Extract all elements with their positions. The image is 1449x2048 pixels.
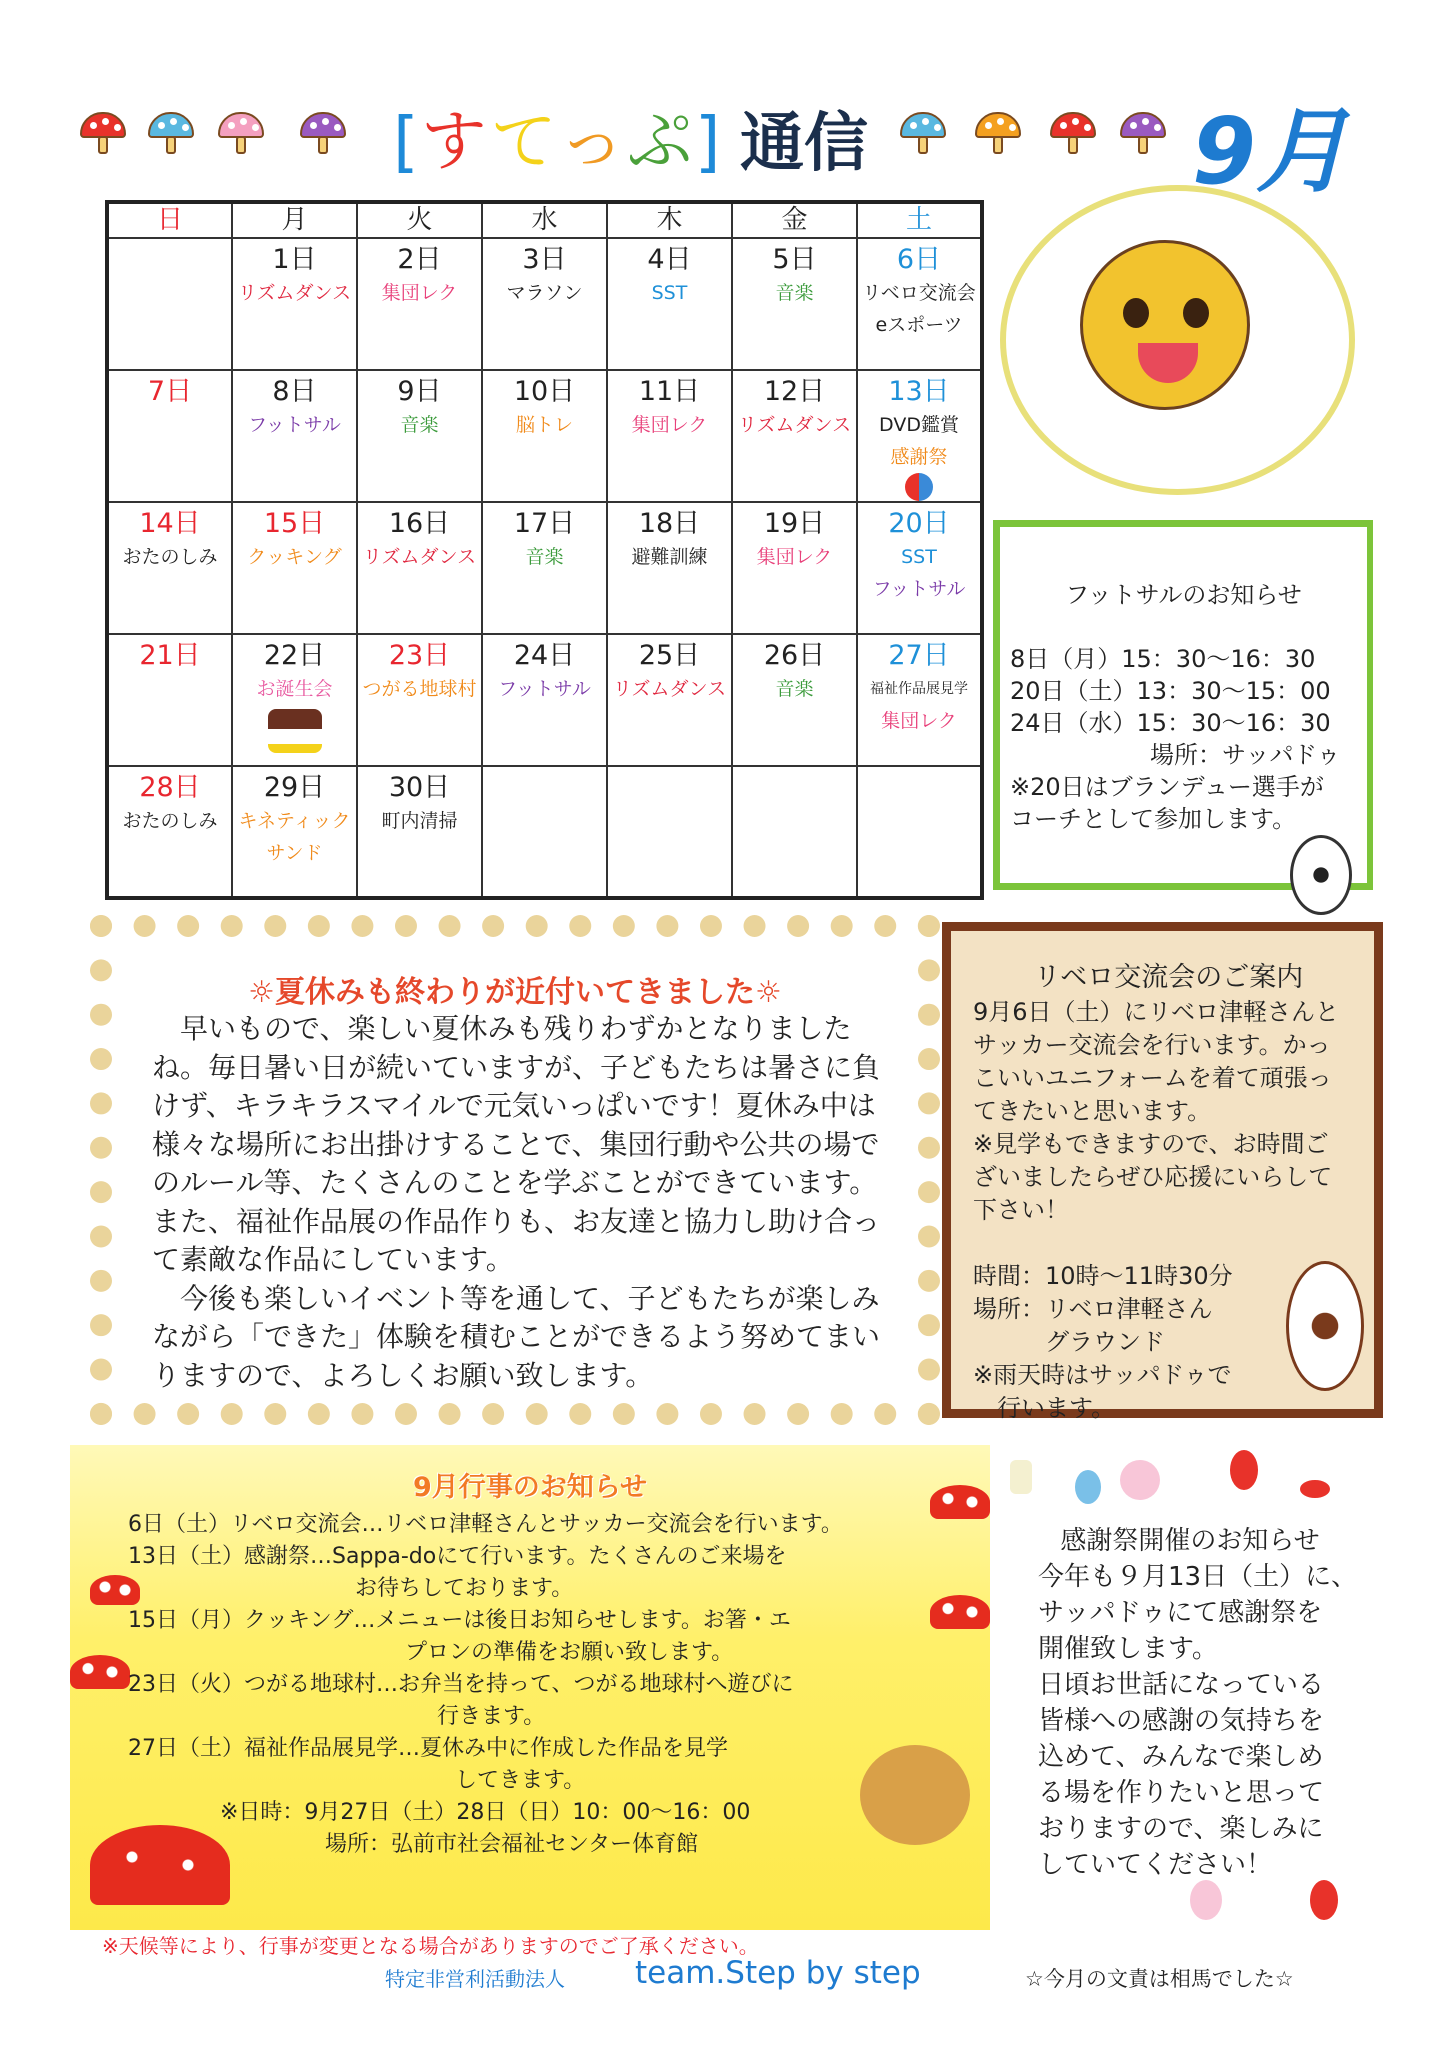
mushroom-icon (900, 112, 946, 156)
day-event: フットサル (248, 414, 341, 436)
kanshasai-line: 今年も９月13日（土）に、 (1038, 1562, 1358, 1592)
appreciation-festival-box (1000, 1520, 1380, 1883)
calendar-empty-cell (482, 766, 607, 898)
day-event: リズムダンス (737, 414, 852, 436)
day-number: 13日 (888, 376, 950, 407)
weekday-header: 土 (857, 202, 982, 238)
event-line: してきます。 (455, 1768, 586, 1793)
day-number: 18日 (638, 508, 701, 539)
water-balloon-icon (1075, 1470, 1101, 1504)
calendar-week-row (107, 238, 982, 370)
dog-illustration (1080, 240, 1250, 410)
calendar-day-cell (357, 766, 482, 898)
futsal-line: 24日（水）15：30～16：30 (1010, 709, 1331, 737)
libero-line: ※見学もできますので、お時間ご (973, 1130, 1329, 1158)
libero-line: 時間：10時～11時30分 (973, 1262, 1233, 1290)
calendar (105, 200, 984, 900)
day-number: 6日 (896, 244, 942, 275)
day-event: つがる地球村 (362, 678, 477, 700)
day-event: クッキング (247, 546, 342, 568)
day-number: 21日 (139, 640, 201, 671)
calendar-day-cell (857, 370, 982, 502)
event-datetime: ※日時：9月27日（土）28日（日）10：00～16：00 (220, 1800, 751, 1825)
weekday-header: 水 (482, 202, 607, 238)
day-number: 17日 (513, 508, 576, 539)
weekday-header: 月 (232, 202, 357, 238)
libero-exchange-box (942, 922, 1383, 1422)
libero-line: ざいましたらぜひ応援にいらして (973, 1163, 1333, 1191)
calendar-day-cell (607, 634, 732, 766)
mushroom-icon (90, 1575, 140, 1605)
calendar-day-cell (232, 766, 357, 898)
summer-title: ☼夏休みも終わりが近付いてきました☼ (248, 975, 782, 1010)
title-char: て (490, 103, 559, 180)
calendar-week-row (107, 370, 982, 502)
calendar-empty-cell (607, 766, 732, 898)
event-line: 13日（土）感謝祭…Sappa-doにて行います。たくさんのご来場を (128, 1544, 787, 1569)
kanshasai-line: していてください！ (1038, 1850, 1273, 1880)
kanshasai-line: る場を作りたいと思って (1038, 1778, 1325, 1808)
day-event: eスポーツ (875, 314, 963, 336)
title-char: ぷ (626, 103, 695, 180)
calendar-day-cell (607, 238, 732, 370)
day-number: 14日 (139, 508, 201, 539)
libero-line: ※雨天時はサッパドゥで (973, 1361, 1232, 1389)
day-number: 23日 (388, 640, 451, 671)
title-char: っ (558, 103, 627, 180)
event-line: 行きます。 (437, 1704, 546, 1729)
mushroom-icon (80, 112, 126, 156)
libero-line (973, 1227, 1364, 1260)
weekday-header: 木 (607, 202, 732, 238)
kanshasai-line: 開催致します。 (1038, 1634, 1218, 1664)
mushroom-icon (218, 112, 264, 156)
day-event: 集団レク (631, 414, 708, 436)
calendar-week-row (107, 502, 982, 634)
day-event: お誕生会 (256, 678, 333, 700)
calendar-day-cell (732, 370, 857, 502)
goldfish-icon (1300, 1480, 1330, 1498)
bracket-open: [ (393, 103, 421, 180)
calendar-day-cell (357, 238, 482, 370)
summer-message-box (90, 915, 940, 1425)
day-number: 16日 (388, 508, 451, 539)
events-title: 9月行事のお知らせ (413, 1472, 647, 1503)
title-char: す (420, 103, 491, 180)
bear-illustration (860, 1745, 970, 1845)
calendar-day-cell (232, 238, 357, 370)
calendar-day-cell (232, 370, 357, 502)
day-number: 20日 (888, 508, 950, 539)
libero-line: グラウンド (973, 1328, 1165, 1356)
day-number: 7日 (147, 376, 193, 407)
day-number: 22日 (263, 640, 326, 671)
libero-line: 場所：リベロ津軽さん (973, 1295, 1213, 1323)
calendar-day-cell (357, 634, 482, 766)
futsal-notice-box (993, 520, 1373, 890)
day-event: 脳トレ (515, 414, 573, 436)
day-event: リズムダンス (362, 546, 477, 568)
day-number: 1日 (272, 244, 317, 275)
kanshasai-title: 感謝祭開催のお知らせ (1060, 1526, 1320, 1556)
calendar-week-row (107, 766, 982, 898)
newsletter-title (393, 88, 722, 183)
day-number: 10日 (513, 376, 576, 407)
calendar-weekday-row (107, 202, 982, 238)
day-number: 12日 (763, 376, 826, 407)
libero-line: 9月6日（土）にリベロ津軽さんと (973, 998, 1340, 1026)
cotton-candy-icon (1120, 1460, 1160, 1500)
organization-type: 特定非営利活動法人 (385, 1967, 565, 1991)
day-event: リズムダンス (612, 678, 727, 700)
day-event: 感謝祭 (890, 446, 948, 468)
kanshasai-line: サッパドゥにて感謝祭を (1038, 1598, 1323, 1628)
mushroom-icon (70, 1655, 130, 1689)
futsal-line: ※20日はブランデュー選手が (1010, 773, 1324, 801)
calendar-day-cell (857, 634, 982, 766)
soccer-ball-icon (1290, 835, 1352, 915)
calendar-week-row (107, 634, 982, 766)
event-line: 27日（土）福祉作品展見学…夏休み中に作成した作品を見学 (128, 1736, 728, 1761)
calendar-day-cell (107, 634, 232, 766)
organization-name: team.Step by step (635, 1955, 921, 1991)
newsletter-subtitle: 通信 (740, 107, 868, 181)
futsal-line: 20日（土）13：30～15：00 (1010, 677, 1331, 705)
day-event: 音楽 (775, 282, 814, 304)
day-event: マラソン (506, 282, 583, 304)
calendar-day-cell (607, 502, 732, 634)
day-number: 29日 (263, 772, 326, 803)
dog-eye (1183, 298, 1209, 328)
calendar-empty-cell (857, 766, 982, 898)
libero-line: てきたいと思います。 (973, 1097, 1212, 1125)
calendar-day-cell (232, 502, 357, 634)
kanshasai-line: 込めて、みんなで楽しめ (1038, 1742, 1324, 1772)
birthday-cake-icon (268, 709, 322, 753)
soccer-ball-icon (1286, 1261, 1364, 1391)
kanshasai-line: 皆様への感謝の気持ちを (1038, 1706, 1325, 1736)
calendar-day-cell (482, 634, 607, 766)
calendar-day-cell (107, 502, 232, 634)
calendar-day-cell (482, 370, 607, 502)
futsal-line: 8日（月）15：30～16：30 (1010, 645, 1316, 673)
libero-title: リベロ交流会のご案内 (1033, 962, 1304, 993)
mushroom-icon (930, 1595, 990, 1629)
day-event: サンド (266, 842, 323, 864)
day-number: 15日 (263, 508, 326, 539)
calendar-day-cell (857, 502, 982, 634)
title-chars (421, 103, 695, 180)
libero-line: 行います。 (973, 1394, 1116, 1422)
event-line: 6日（土）リベロ交流会…リベロ津軽さんとサッカー交流会を行います。 (128, 1512, 843, 1537)
day-event: 音楽 (525, 546, 564, 568)
calendar-day-cell (732, 634, 857, 766)
libero-line: 下さい！ (973, 1196, 1069, 1224)
calendar-day-cell (357, 370, 482, 502)
event-line: 15日（月）クッキング…メニューは後日お知らせします。お箸・エ (128, 1608, 791, 1633)
dog-eye (1123, 298, 1149, 328)
day-number: 4日 (647, 244, 692, 275)
september-events-box (70, 1445, 990, 1930)
summer-body (152, 1010, 882, 1395)
calendar-day-cell (732, 502, 857, 634)
day-event: おたのしみ (122, 546, 218, 568)
mushroom-icon (300, 112, 346, 156)
day-event: おたのしみ (122, 810, 218, 832)
day-number: 25日 (638, 640, 701, 671)
event-location: 場所：弘前市社会福祉センター体育館 (325, 1832, 699, 1857)
day-number: 2日 (397, 244, 442, 275)
weekday-header: 火 (357, 202, 482, 238)
day-event: DVD鑑賞 (879, 414, 959, 436)
summer-paragraph: 今後も楽しいイベント等を通して、子どもたちが楽しみながら「できた」体験を積むことができるよう努めてまいりますので、よろしくお願い致します。 (152, 1281, 881, 1392)
kanshasai-lines (1000, 1559, 1380, 1883)
day-number: 27日 (888, 640, 950, 671)
calendar-body (107, 238, 982, 898)
day-event: キネティック (238, 810, 351, 832)
day-number: 24日 (513, 640, 576, 671)
calendar-day-cell (232, 634, 357, 766)
mushroom-icon (1050, 112, 1096, 156)
futsal-location: 場所：サッパドゥ (1150, 741, 1341, 769)
lantern-icon (1010, 1460, 1032, 1494)
day-event: 集団レク (881, 710, 957, 732)
day-number: 11日 (638, 376, 701, 407)
calendar-day-cell (107, 766, 232, 898)
futsal-title: フットサルのお知らせ (1065, 581, 1302, 609)
candy-apple-icon (1310, 1880, 1338, 1920)
mushroom-icon (1120, 112, 1166, 156)
calendar-day-cell (857, 238, 982, 370)
day-event: 福祉作品展見学 (870, 681, 968, 697)
day-event: リベロ交流会 (862, 282, 976, 304)
event-line: プロンの準備をお願い致します。 (405, 1640, 734, 1665)
weekday-header: 日 (107, 202, 232, 238)
author-credit: ☆今月の文責は相馬でした☆ (1025, 1967, 1294, 1991)
day-event: 集団レク (381, 282, 458, 304)
calendar-day-cell (107, 370, 232, 502)
festival-fan-icon (905, 473, 933, 501)
day-number: 3日 (522, 244, 567, 275)
libero-line: こいいユニフォームを着て頑張っ (973, 1064, 1332, 1092)
summer-paragraph: 早いもので、楽しい夏休みも残りわずかとなりましたね。毎日暑い日が続いていますが、子どもたちは暑さに負けず、キラキラスマイルで元気いっぱいです！夏休み中は様々な場所にお出掛けすることで、集団行動や公共の場でのルール等、たくさんのことを学ぶことができています。また、福祉作品展の作品作りも、お友達と協力し助け合って素敵な作品にしています。 (152, 1012, 881, 1276)
day-event: 町内清掃 (381, 810, 458, 832)
mushroom-icon (148, 112, 194, 156)
day-event: フットサル (872, 578, 966, 600)
day-number: 26日 (763, 640, 826, 671)
kanshasai-line: 日頃お世話になっている (1038, 1670, 1325, 1700)
dog-mouth (1138, 343, 1198, 383)
futsal-line: コーチとして参加します。 (1010, 805, 1297, 833)
day-number: 28日 (139, 772, 201, 803)
day-number: 5日 (772, 244, 817, 275)
kanshasai-line: おりますので、楽しみに (1038, 1814, 1324, 1844)
day-event: 音楽 (400, 414, 439, 436)
day-event: 音楽 (775, 678, 814, 700)
day-event: SST (901, 546, 937, 568)
candy-apple-icon (1230, 1450, 1258, 1490)
calendar-day-cell (607, 370, 732, 502)
weekday-header: 金 (732, 202, 857, 238)
month-label: 9月 (1192, 98, 1349, 205)
libero-line: サッカー交流会を行います。かっ (973, 1031, 1331, 1059)
day-number: 19日 (763, 508, 826, 539)
event-line: お待ちしております。 (355, 1576, 574, 1601)
day-event: リズムダンス (237, 282, 352, 304)
calendar-empty-cell (107, 238, 232, 370)
calendar-day-cell (482, 502, 607, 634)
day-event: 避難訓練 (631, 546, 708, 568)
day-number: 30日 (388, 772, 451, 803)
day-event: SST (651, 282, 688, 304)
day-event: 集団レク (756, 546, 833, 568)
calendar-empty-cell (732, 766, 857, 898)
calendar-day-cell (482, 238, 607, 370)
calendar-day-cell (357, 502, 482, 634)
day-number: 9日 (397, 376, 442, 407)
bracket-close: ] (694, 103, 723, 180)
weather-notice: ※天候等により、行事が変更となる場合がありますのでご了承ください。 (102, 1934, 759, 1958)
cotton-candy-icon (1190, 1880, 1222, 1920)
mushroom-icon (90, 1825, 230, 1905)
day-number: 8日 (272, 376, 317, 407)
event-line: 23日（火）つがる地球村…お弁当を持って、つがる地球村へ遊びに (128, 1672, 794, 1697)
mushroom-icon (975, 112, 1021, 156)
day-event: フットサル (498, 678, 591, 700)
calendar-day-cell (732, 238, 857, 370)
